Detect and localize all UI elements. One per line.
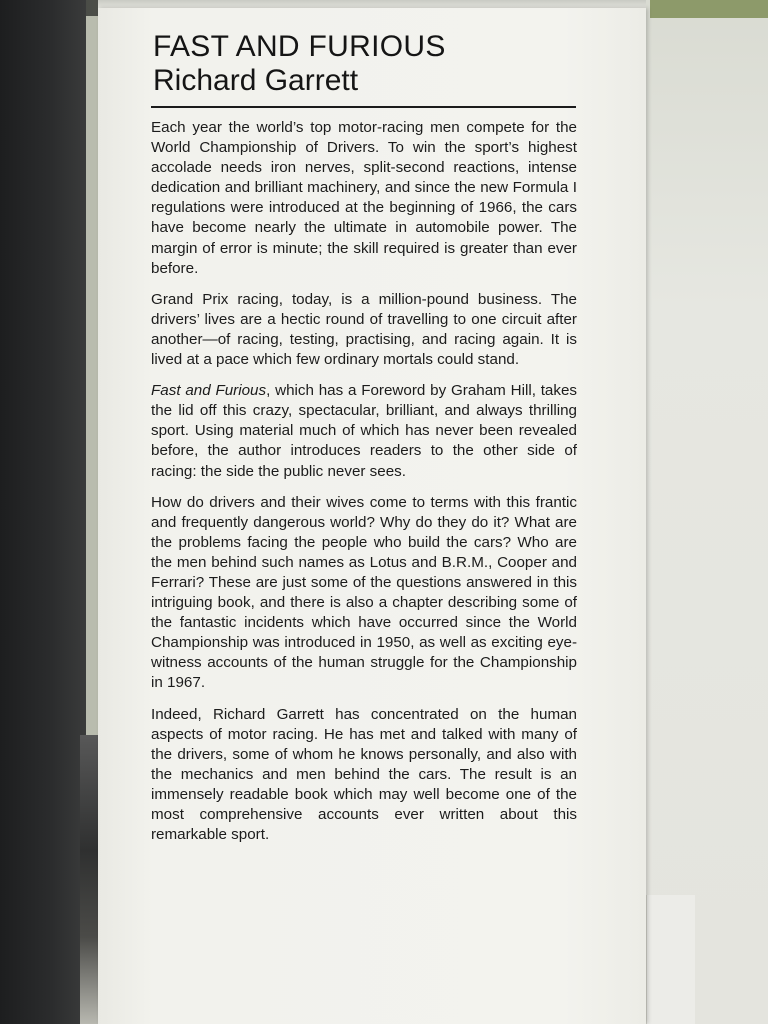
- blurb-paragraph-3-body: , which has a Foreword by Graham Hill, takes the lid off this crazy, spectacular, brilliant, and always thrilling sport. Using material much of which has never been revealed before, the author introduces readers to the other side of racing: the side the public never sees.: [151, 382, 577, 480]
- blurb-paragraph-5: Indeed, Richard Garrett has concentrated on the human aspects of motor racing. He has met and talked with many of the drivers, some of whom he knows personally, and also with the mechanics and men behind the cars. The result is an immensely readable book which may well become one of the most comprehensive accounts ever written about this remarkable sport.: [151, 705, 577, 844]
- blurb-paragraph-3: [151, 381, 577, 481]
- background-green-cover-edge: [650, 0, 768, 18]
- book-author: Richard Garrett: [153, 64, 359, 97]
- title-block: [153, 30, 583, 99]
- background-card-corner: [646, 895, 695, 1024]
- blurb-text: [151, 118, 577, 856]
- blurb-paragraph-4: How do drivers and their wives come to terms with this frantic and frequently dangerous world? Why do they do it? What are the problems facing the people who build the cars? Who are the men behind such names as Lotus and B.R.M., Cooper and Ferrari? These are just some of the questions answered in this intriguing book, and there is also a chapter describing some of the fantastic incidents which have occurred since the World Championship was introduced in 1950, as well as exciting eye-witness accounts of the human struggle for the Championship in 1967.: [151, 493, 577, 692]
- blurb-paragraph-2: Grand Prix racing, today, is a million-pound business. The drivers’ lives are a hectic round of travelling to one circuit after another—of racing, testing, practising, and racing again. It is lived at a pace which few ordinary mortals could stand.: [151, 290, 577, 369]
- background-dark-cover: [0, 0, 86, 1024]
- title-divider-rule: [151, 106, 576, 108]
- background-right-page: [645, 0, 768, 1024]
- book-title-italic: Fast and Furious: [151, 382, 267, 400]
- blurb-paragraph-1: Each year the world’s top motor-racing men compete for the World Championship of Drivers. To win the sport’s highest accolade needs iron nerves, split-second reactions, intense dedication and brilliant machinery, and since the new Formula I regulations were introduced at the beginning of 1966, the cars have become nearly the ultimate in automobile power. The margin of error is minute; the skill required is greater than ever before.: [151, 119, 577, 277]
- book-title: FAST AND FURIOUS: [153, 30, 446, 63]
